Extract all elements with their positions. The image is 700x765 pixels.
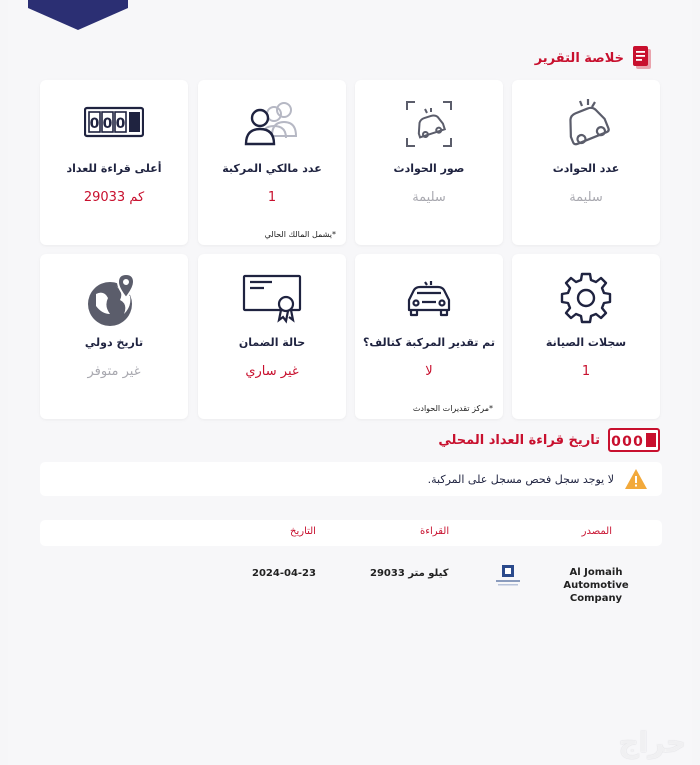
card-label: أعلى قراءة للعداد bbox=[66, 162, 162, 175]
alert-text: لا يوجد سجل فحص مسجل على المركبة. bbox=[427, 472, 614, 486]
card-accidents-count[interactable] bbox=[512, 80, 660, 245]
card-value: 29033 كم bbox=[83, 190, 145, 205]
card-value: غير ساري bbox=[245, 364, 299, 379]
card-label: عدد الحوادث bbox=[552, 162, 620, 175]
card-total-loss[interactable] bbox=[355, 254, 503, 419]
card-value: لا bbox=[425, 364, 433, 379]
card-owners-count[interactable] bbox=[198, 80, 346, 245]
certificate-icon bbox=[242, 270, 302, 326]
odometer-table-header bbox=[40, 520, 662, 546]
card-label: صور الحوادث bbox=[393, 162, 465, 175]
card-max-odometer[interactable] bbox=[40, 80, 188, 245]
report-page bbox=[8, 0, 692, 765]
card-value: سليمة bbox=[412, 190, 446, 205]
report-icon bbox=[632, 46, 652, 70]
card-warranty-status[interactable] bbox=[198, 254, 346, 419]
card-label: حالة الضمان bbox=[238, 336, 306, 349]
accident-photo-icon bbox=[401, 96, 457, 152]
card-label: تاريخ دولي bbox=[84, 336, 144, 349]
odometer-red-icon bbox=[608, 428, 660, 452]
globe-pin-icon bbox=[84, 270, 144, 330]
row-date: 2024-04-23 bbox=[252, 568, 316, 579]
card-note: *مركز تقديرات الحوادث bbox=[412, 404, 493, 413]
gear-icon bbox=[558, 270, 614, 326]
card-value: سليمة bbox=[569, 190, 603, 205]
odometer-history-title: تاريخ قراءة العداد المحلي bbox=[438, 432, 600, 448]
card-value: غير متوفر bbox=[87, 364, 141, 379]
svg-text:0: 0 bbox=[115, 116, 126, 132]
odometer-icon bbox=[84, 104, 144, 144]
card-label: تم تقدير المركبة كتالف؟ bbox=[363, 336, 495, 349]
svg-text:0: 0 bbox=[89, 116, 100, 132]
owners-icon bbox=[240, 96, 304, 152]
card-label: عدد مالكي المركبة bbox=[222, 162, 322, 175]
top-banner-shape bbox=[28, 0, 128, 30]
svg-text:0: 0 bbox=[622, 434, 632, 450]
odometer-history-header bbox=[438, 428, 660, 452]
card-international-history[interactable] bbox=[40, 254, 188, 419]
svg-text:0: 0 bbox=[633, 434, 643, 450]
column-reading: القراءة bbox=[420, 526, 450, 537]
damaged-car-icon bbox=[558, 96, 614, 152]
warning-icon bbox=[624, 468, 648, 490]
card-maintenance-records[interactable] bbox=[512, 254, 660, 419]
card-accident-photos[interactable] bbox=[355, 80, 503, 245]
column-source: المصدر bbox=[581, 526, 612, 537]
no-inspection-alert bbox=[40, 462, 662, 496]
column-date: التاريخ bbox=[290, 526, 316, 537]
svg-text:0: 0 bbox=[102, 116, 113, 132]
summary-title: خلاصة التقرير bbox=[534, 50, 624, 66]
card-value: 1 bbox=[267, 190, 277, 205]
card-note: *يشمل المالك الحالي bbox=[264, 230, 336, 239]
card-label: سجلات الصيانة bbox=[545, 336, 627, 349]
watermark-logo: حراج bbox=[618, 726, 686, 759]
card-value: 1 bbox=[581, 364, 591, 379]
summary-header bbox=[535, 46, 652, 70]
row-source: Al Jomaih Automotive Company bbox=[563, 567, 629, 604]
car-front-icon bbox=[401, 270, 457, 326]
table-row bbox=[40, 550, 662, 606]
svg-text:0: 0 bbox=[611, 434, 621, 450]
jomaih-logo-icon bbox=[495, 564, 521, 588]
row-reading: 29033 كيلو متر bbox=[370, 568, 449, 579]
